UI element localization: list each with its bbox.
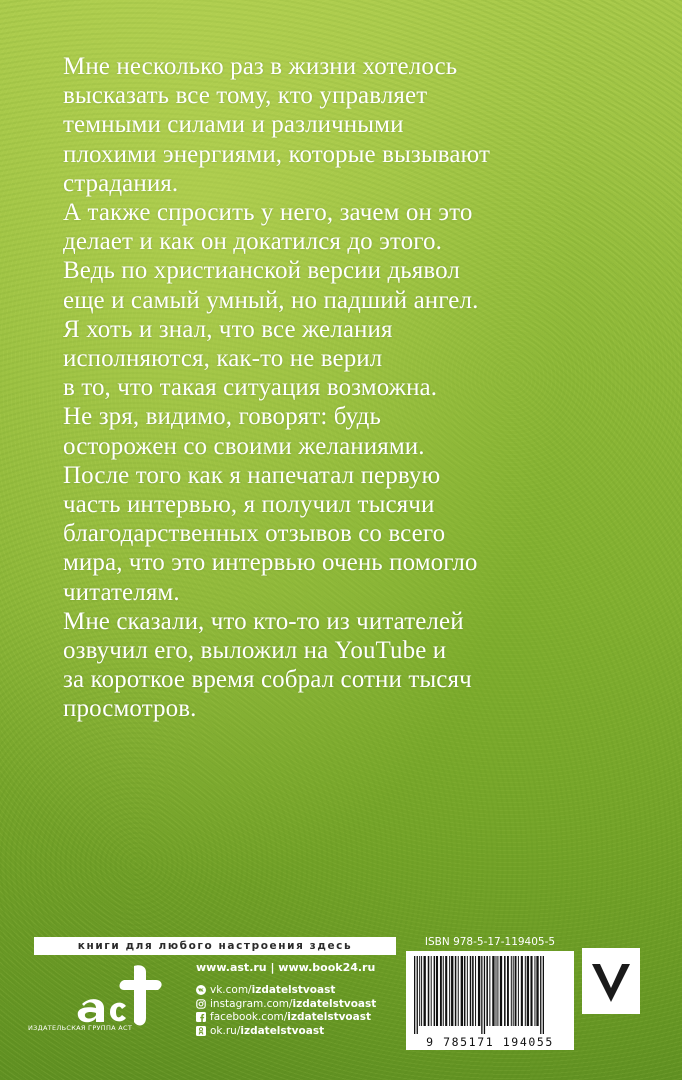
barcode-bar bbox=[521, 956, 523, 1026]
barcode-bar bbox=[428, 956, 430, 1026]
facebook-icon bbox=[196, 1012, 206, 1022]
barcode-bar bbox=[414, 956, 415, 1034]
blurb-line: Ведь по христианской версии дьявол bbox=[63, 257, 460, 285]
barcode-bar bbox=[484, 956, 485, 1034]
barcode-bar bbox=[543, 956, 544, 1034]
logo-caption: ИЗДАТЕЛЬСКАЯ ГРУППА АСТ bbox=[28, 1024, 133, 1032]
barcode-bar bbox=[486, 956, 488, 1026]
barcode-bar bbox=[518, 956, 519, 1026]
barcode-bar bbox=[434, 956, 435, 1026]
blurb-line: за короткое время собрал сотни тысяч bbox=[63, 666, 472, 694]
barcode-bar bbox=[421, 956, 422, 1026]
barcode-bar bbox=[419, 956, 420, 1026]
barcode-bar bbox=[467, 956, 468, 1026]
barcode-bar bbox=[511, 956, 512, 1026]
barcode-bar bbox=[464, 956, 466, 1026]
barcode-bar bbox=[472, 956, 474, 1026]
vk-icon bbox=[196, 985, 206, 995]
barcode-bar bbox=[475, 956, 476, 1026]
barcode-bar bbox=[458, 956, 459, 1026]
blurb-line: плохими энергиями, которые вызывают bbox=[63, 140, 490, 168]
v-logo-icon bbox=[582, 948, 640, 1014]
social-handle: izdatelstvoast bbox=[292, 997, 377, 1010]
barcode-bar bbox=[525, 956, 526, 1026]
barcode-bar bbox=[417, 956, 418, 1034]
barcode-bar bbox=[530, 956, 532, 1026]
barcode-bar bbox=[445, 956, 447, 1026]
blurb-line: Мне сказали, что кто-то из читателей bbox=[63, 607, 464, 635]
social-handle: izdatelstvoast bbox=[251, 983, 336, 996]
barcode-bar bbox=[536, 956, 538, 1026]
barcode-bar bbox=[470, 956, 471, 1026]
instagram-icon bbox=[196, 999, 206, 1009]
blurb-line: делает и как он докатился до этого. bbox=[63, 228, 442, 256]
blurb-line: темными силами и различными bbox=[63, 111, 404, 139]
barcode-bar bbox=[443, 956, 444, 1026]
barcode-bar bbox=[440, 956, 442, 1026]
social-handle: izdatelstvoast bbox=[240, 1025, 325, 1038]
blurb-line: в то, что такая ситуация возможна. bbox=[63, 374, 438, 402]
barcode-bar bbox=[489, 956, 490, 1026]
barcode-bar bbox=[455, 956, 457, 1026]
social-handle: izdatelstvoast bbox=[287, 1011, 371, 1024]
blurb-line: Я хоть и знал, что все желания bbox=[63, 315, 393, 343]
barcode-bar bbox=[492, 956, 494, 1026]
barcode-bar bbox=[504, 956, 506, 1026]
barcode-bar bbox=[507, 956, 509, 1026]
social-links bbox=[196, 983, 376, 1038]
barcode-bar bbox=[513, 956, 514, 1026]
social-prefix: instagram.com/ bbox=[210, 997, 293, 1010]
barcode-bar bbox=[451, 956, 453, 1026]
barcode-block bbox=[406, 934, 574, 1050]
tagline-bar: книги для любого настроения здесь bbox=[34, 937, 396, 955]
social-link-vk[interactable] bbox=[196, 983, 376, 997]
barcode-bar bbox=[540, 956, 541, 1034]
ok-icon bbox=[196, 1026, 206, 1036]
barcode-bar bbox=[449, 956, 450, 1026]
social-link-facebook[interactable] bbox=[196, 1011, 376, 1025]
barcode-bar bbox=[436, 956, 438, 1026]
blurb-line: осторожен со своими желаниями. bbox=[63, 432, 425, 460]
barcode-bar bbox=[478, 956, 480, 1026]
blurb-line: высказать все тому, кто управляет bbox=[63, 82, 428, 110]
blurb-line: озвучил его, выложил на YouTube и bbox=[63, 637, 447, 665]
blurb-text bbox=[63, 52, 653, 724]
blurb-line: благодарственных отзывов со всего bbox=[63, 520, 446, 548]
barcode-bar bbox=[515, 956, 517, 1026]
barcode-bar bbox=[527, 956, 529, 1026]
barcode-digits: 9 785171 194055 bbox=[426, 1035, 554, 1049]
barcode-bar bbox=[461, 956, 463, 1026]
barcode-bar bbox=[534, 956, 535, 1026]
blurb-line: После того как я напечатал первую bbox=[63, 461, 441, 489]
barcode-bars bbox=[406, 954, 574, 1036]
barcode-bar bbox=[500, 956, 502, 1026]
blurb-line: Не зря, видимо, говорят: будь bbox=[63, 403, 381, 431]
social-prefix: facebook.com/ bbox=[210, 1011, 288, 1024]
blurb-line: часть интервью, я получил тысячи bbox=[63, 491, 435, 519]
barcode-bar bbox=[424, 956, 426, 1026]
blurb-line: страдания. bbox=[63, 169, 179, 197]
social-link-ok[interactable] bbox=[196, 1024, 376, 1038]
barcode bbox=[406, 951, 574, 1050]
blurb-line: мира, что это интервью очень помогло bbox=[63, 549, 478, 577]
isbn: ISBN 978-5-17-119405-5 bbox=[424, 936, 556, 948]
blurb-line: читателям. bbox=[63, 578, 180, 606]
blurb-line: А также спросить у него, зачем он это bbox=[63, 199, 473, 227]
social-prefix: vk.com/ bbox=[210, 983, 252, 996]
blurb-line: еще и самый умный, но падший ангел. bbox=[63, 286, 479, 314]
social-link-instagram[interactable] bbox=[196, 997, 376, 1011]
barcode-bar bbox=[431, 956, 432, 1026]
social-prefix: ok.ru/ bbox=[210, 1025, 241, 1038]
blurb-line: просмотров. bbox=[63, 695, 197, 723]
barcode-bar bbox=[496, 956, 497, 1026]
websites: www.ast.ru | www.book24.ru bbox=[196, 961, 376, 974]
blurb-line: исполняются, как-то не верил bbox=[63, 345, 383, 373]
blurb-line: Мне несколько раз в жизни хотелось bbox=[63, 53, 458, 80]
barcode-bar bbox=[497, 956, 498, 1026]
barcode-bar bbox=[481, 956, 482, 1034]
